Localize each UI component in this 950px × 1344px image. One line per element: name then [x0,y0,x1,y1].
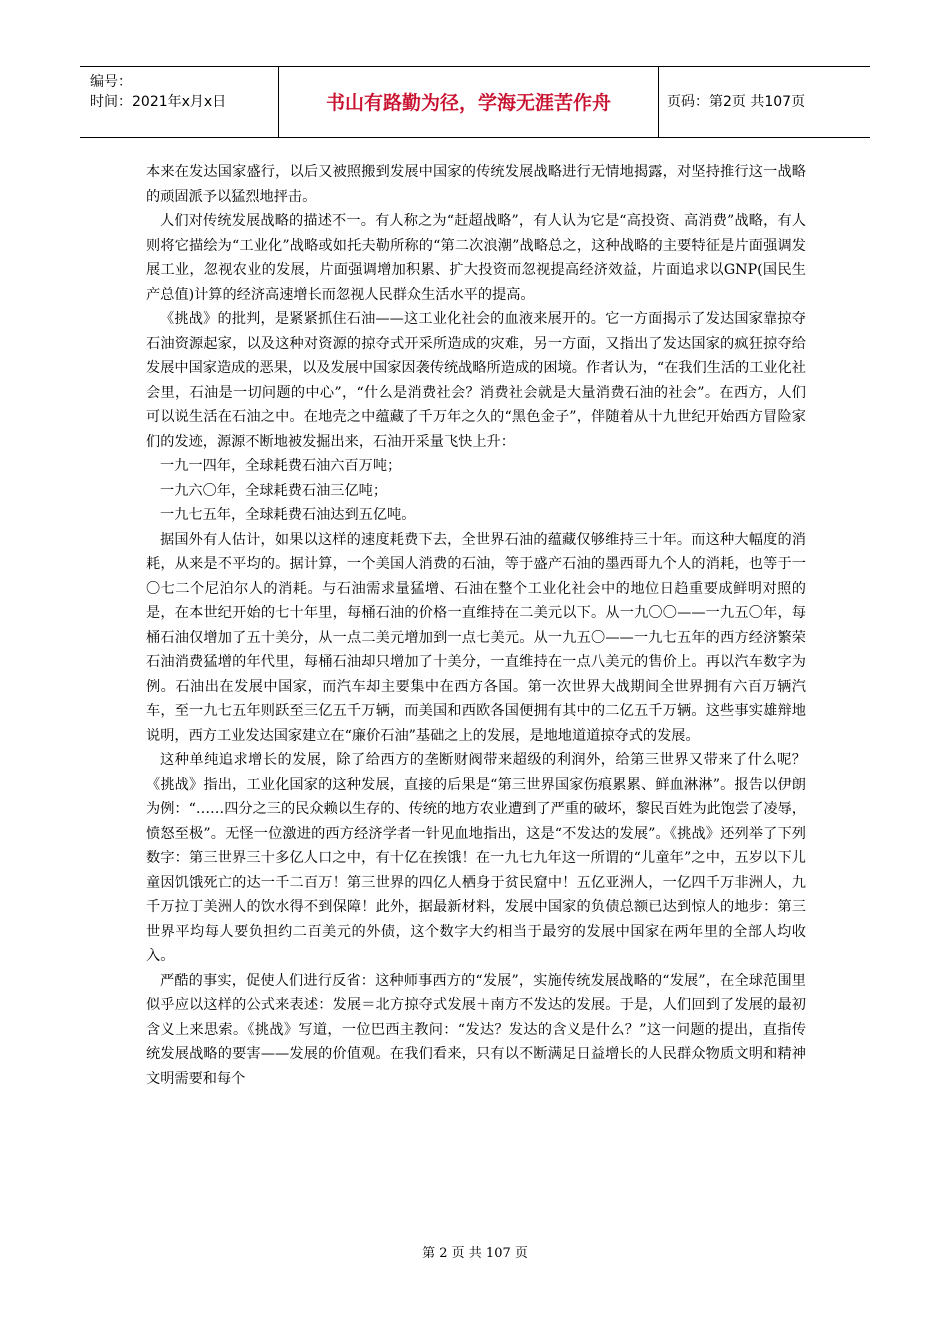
header-motto: 书山有路勤为径，学海无涯苦作舟 [325,92,611,114]
body-paragraph: 严酷的事实，促使人们进行反省：这种师事西方的“发展”，实施传统发展战略的“发展”，在全球范围里似乎应以这样的公式来表述：发展＝北方掠夺式发展＋南方不发达的发展。于是，人们回到了发展的最初含义上来思索。《挑战》写道，一位巴西主教问：“发达？发达的含义是什么？”这一问题的提出，直指传统发展战略的要害——发展的价值观。在我们看来，只有以不断满足日益增长的人民群众物质文明和精神文明需要和每个 [146,972,806,1087]
body-paragraph: 本来在发达国家盛行，以后又被照搬到发展中国家的传统发展战略进行无情地揭露，对坚持推行这一战略的顽固派予以猛烈地抨击。 [146,164,806,205]
body-paragraph: 这种单纯追求增长的发展，除了给西方的垄断财阀带来超级的利润外，给第三世界又带来了什么呢？《挑战》指出，工业化国家的这种发展，直接的后果是“第三世界国家伤痕累累、鲜血淋淋”。报告以伊朗为例：“……四分之三的民众赖以生存的、传统的地方农业遭到了严重的破坏，黎民百姓为此饱尝了凌辱，愤怒至极”。无怪一位激进的西方经济学者一针见血地指出，这是“不发达的发展”。《挑战》还列举了下列数字：第三世界三十多亿人口之中，有十亿在挨饿！在一九七九年这一所谓的“儿童年”之中，五岁以下儿童因饥饿死亡的达一千二百万！第三世界的四亿人栖身于贫民窟中！五亿亚洲人，一亿四千万非洲人，九千万拉丁美洲人的饮水得不到保障！此外，据最新材料，发展中国家的负债总额已达到惊人的地步：第三世界平均每人要负担约二百美元的外债，这个数字大约相当于最穷的发展中国家在两年里的全部人均收入。 [146,752,806,964]
body-paragraph: 人们对传统发展战略的描述不一。有人称之为“赶超战略”，有人认为它是“高投资、高消费”战略，有人则将它描绘为“工业化”战略或如托夫勒所称的“第二次浪潮”战略总之，这种战略的主要特征是片面强调发展工业，忽视农业的发展，片面强调增加积累、扩大投资而忽视提高经济效益，片面追求以GNP(国民生产总值)计算的经济高速增长而忽视人民群众生活水平的提高。 [146,213,806,303]
list-line: 一九一四年，全球耗费石油六百万吨； [160,458,402,474]
header-page-info: 页码：第2页 共107页 [667,94,806,110]
body-paragraph: 《挑战》的批判，是紧紧抓住石油——这工业化社会的血液来展开的。它一方面揭示了发达国家靠掠夺石油资源起家，以及这种对资源的掠夺式开采所造成的灾难，另一方面，又指出了发达国家的疯狂掠夺给发展中国家造成的恶果，以及发展中国家因袭传统战略所造成的困境。作者认为，“在我们生活的工业化社会里，石油是一切问题的中心”，“什么是消费社会？消费社会就是大量消费石油的社会”。在西方，人们可以说生活在石油之中。在地壳之中蕴藏了千万年之久的“黑色金子”，伴随着从十九世纪开始西方冒险家们的发迹，源源不断地被发掘出来，石油开采量飞快上升： [146,311,806,450]
list-line: 一九七五年，全球耗费石油达到五亿吨。 [160,507,416,523]
body-paragraph: 据国外有人估计，如果以这样的速度耗费下去，全世界石油的蕴藏仅够维持三十年。而这种大幅度的消耗，从来是不平均的。据计算，一个美国人消费的石油，等于盛产石油的墨西哥九个人的消耗，也等于一〇七二个尼泊尔人的消耗。与石油需求量猛增、石油在整个工业化社会中的地位日趋重要成鲜明对照的是，在本世纪开始的七十年里，每桶石油的价格一直维持在二美元以下。从一九〇〇——一九五〇年，每桶石油仅增加了五十美分，从一点二美元增加到一点七美元。从一九五〇——一九七五年的西方经济繁荣石油消费猛增的年代里，每桶石油却只增加了十美分，一直维持在一点八美元的售价上。再以汽车数字为例。石油出在发展中国家，而汽车却主要集中在西方各国。第一次世界大战期间全世界拥有六百万辆汽车，至一九七五年则跃至三亿五千万辆，而美国和西欧各国便拥有其中的二亿五千万辆。这些事实雄辩地说明，西方工业发达国家建立在“廉价石油”基础之上的发展，是地地道道掠夺式的发展。 [146,531,806,744]
document-body [146,160,806,1091]
page-header [80,66,870,138]
header-motto-cell [279,67,659,137]
list-line: 一九六〇年，全球耗费石油三亿吨； [160,482,388,499]
document-date-label: 时间：2021年x月x日 [90,94,227,110]
header-info-cell [80,67,279,137]
page-footer: 第 2 页 共 107 页 [422,1246,528,1261]
document-number-label: 编号： [90,74,132,90]
header-page-cell [659,67,870,137]
